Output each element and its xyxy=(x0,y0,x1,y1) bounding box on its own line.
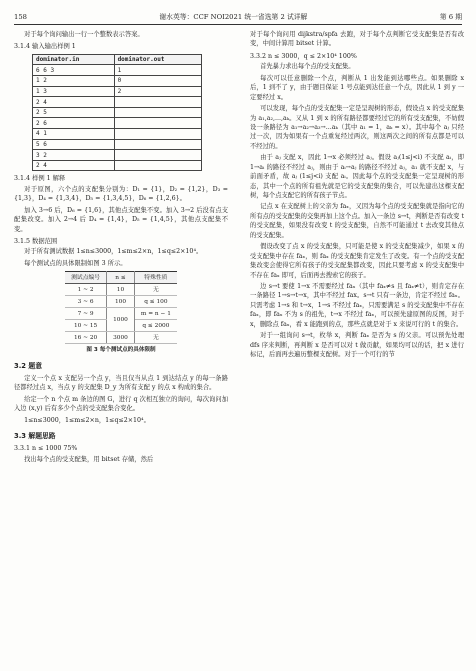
sample-explanation-1: 对于原图，六个点的支配集分别为：D₁ = {1}，D₂ = {1,2}，D₃ = {1,3}，D₄ = {1,3,4}，D₅ = {1,3,4,5}，D₆ = {1,2,6}。 xyxy=(14,185,228,203)
sample-cell: 4 1 xyxy=(33,129,115,140)
sample-header-cell: dominator.out xyxy=(114,54,201,65)
limits-cell: 无 xyxy=(134,332,177,344)
sample-cell xyxy=(114,107,201,118)
sample-io-table xyxy=(32,54,202,172)
sample-cell xyxy=(114,150,201,161)
page-number: 158 xyxy=(14,12,27,21)
sample-table-header xyxy=(33,54,202,65)
problem-statement-2: 给定一个 n 个点 m 条边的图 G，进行 q 次相互独立的询问，每次询问加入边 (x,y) 后有多少个点的受支配集合变化。 xyxy=(14,395,228,413)
limits-row xyxy=(65,332,177,344)
sample-cell xyxy=(114,129,201,140)
limits-cell: 16 ~ 20 xyxy=(65,332,107,344)
sample-row xyxy=(33,76,202,87)
solution-paragraph-1: 首先暴力求出每个点的受支配集。 xyxy=(260,63,355,71)
sample-cell: 2 6 xyxy=(33,118,115,129)
sample-header-cell: dominator.in xyxy=(33,54,115,65)
solution-paragraph-8: 对于一组询问 s→t，枚举 x，判断 faₓ 是否为 s 的父亲。可以预先处理 dfs 序来判断，再判断 x 是否可以对 t 做贡献，如果均可以的话，把 x 进行标记，后面再去遍历整棵支配树。对于一个可行的节 xyxy=(250,332,464,358)
solution-paragraph-5: 记点 x 在支配树上的父亲为 faₓ，又因为每个点的受支配集就是指向它的所有点的受支配集的交集再加上这个点。加入一条边 s→t，判断是否有改变 t 的受支配集，如果没有改变 t 的受支配集，自然不可能通过 t 去改变其他点的受支配集。 xyxy=(250,203,464,239)
limits-cell: 1 ~ 2 xyxy=(65,284,107,296)
section-3-2-heading: 3.2 题意 xyxy=(14,361,43,370)
limits-header-cell: 特殊性质 xyxy=(134,272,177,284)
limits-row xyxy=(65,308,177,320)
solution-paragraph-4: 由于 aⱼ 支配 x，因此 1→x 必须经过 aⱼ。假设 aⱼ(1≤j<i) 不支配 aᵢ，即 1→aᵢ 的路径不经过 aⱼ，则由于 aᵢ→aⱼ 的路径不经过 aⱼ，a₁ 就不支配 x，与前面矛盾，故 aⱼ (1≤j<i) 支配 aᵢ。因此每个点的受支配集一定呈现树的形态，其中一个点的所有祖先就是它的受支配集的集合，可以先建出这棵支配树，每个点支配它的所有孩子节点。 xyxy=(250,154,464,199)
sample-row xyxy=(33,118,202,129)
sample-row xyxy=(33,107,202,118)
sample-cell: 1 3 xyxy=(33,86,115,97)
limits-cell: q ≤ 2000 xyxy=(134,320,177,332)
subsection-3-3-1-text: 找出每个点的受支配集，用 bitset 存储，然后 xyxy=(24,455,154,463)
limits-cell: 3000 xyxy=(107,332,135,344)
data-range-text-2: 每个测试点的具体限制如图 3 所示。 xyxy=(24,259,127,267)
sample-cell xyxy=(114,139,201,150)
subsection-3-3-1-title: 3.3.1 n ≤ 1000 75% xyxy=(14,445,78,453)
figure-caption: 图 3 每个测试点的具体限制 xyxy=(86,347,156,354)
limits-cell: 10 xyxy=(107,284,135,296)
limits-row xyxy=(65,296,177,308)
limits-row xyxy=(65,284,177,296)
solution-paragraph-2: 每次可以任意删除一个点，判断从 1 出发能到达哪些点。如果删除 x 后，1 到不了 y，由于题目保证 1 号点能到达任意一个点，因此从 1 到 y 一定要经过 x。 xyxy=(250,74,464,101)
journal-title: 谢水英等：CCF NOI2021 统一省选第 2 试详解 xyxy=(159,12,308,21)
solution-paragraph-6: 假设改变了点 x 的受支配集，只可能是使 x 的受支配集减少，如果 x 的受支配集中存在 faₓ，则 faₓ 的受支配集肯定发生了改变。有一个点的受支配集改变会使得它所有孩子的受支配集都改变，因此只要考虑 x 的受支配集中不存在 faₓ 即可，后面再去搜索它的孩子。 xyxy=(250,243,464,279)
sample-cell xyxy=(114,118,201,129)
sample-cell: 2 4 xyxy=(33,97,115,108)
limits-cell: 10 ~ 15 xyxy=(65,320,107,332)
section-3-3-heading: 3.3 解题思路 xyxy=(14,432,56,441)
sample-row xyxy=(33,86,202,97)
sample-cell: 6 6 3 xyxy=(33,65,115,76)
sample-explanation-title: 3.1.4 样例 1 解释 xyxy=(14,175,66,183)
limits-cell: m = n − 1 xyxy=(134,308,177,320)
sample-row xyxy=(33,65,202,76)
sample-row xyxy=(33,150,202,161)
testpoint-limits-table xyxy=(65,271,177,344)
right-column xyxy=(250,30,464,361)
sample-cell xyxy=(114,160,201,171)
sample-row xyxy=(33,129,202,140)
limits-cell: 3 ~ 6 xyxy=(65,296,107,308)
section-3-1-4-title: 3.1.4 输入输出样例 1 xyxy=(14,43,76,51)
output-description: 对于每个询问输出一行一个整数表示答案。 xyxy=(24,31,144,38)
continuation-paragraph: 对于每个询问用 dijkstra/spfa 去跑，对于每个点判断它受支配集是否有改变，中间计算用 bitset 计算。 xyxy=(250,31,464,48)
sample-row xyxy=(33,97,202,108)
sample-cell: 1 2 xyxy=(33,76,115,87)
limits-header-cell: n ≤ xyxy=(107,272,135,284)
problem-statement-1: 定义一个点 x 支配另一个点 y，当且仅当从点 1 到达结点 y 的每一条路径都经过点 x，当点 y 的支配集 D_y 为所有支配 y 的点 x 构成的集合。 xyxy=(14,374,228,392)
sample-row xyxy=(33,139,202,150)
sample-cell: 1 xyxy=(114,65,201,76)
data-range-text: 对于所有测试数据 1≤n≤3000，1≤m≤2×n，1≤q≤2×10⁴。 xyxy=(24,248,203,256)
data-range-title: 3.1.5 数据范围 xyxy=(14,238,58,246)
sample-cell: 2 4 xyxy=(33,160,115,171)
sample-cell: 3 2 xyxy=(33,150,115,161)
sample-cell: 5 6 xyxy=(33,139,115,150)
page-header xyxy=(14,10,462,25)
problem-constraints: 1≤n≤3000，1≤m≤2×n，1≤q≤2×10⁴。 xyxy=(24,416,150,424)
sample-cell xyxy=(114,97,201,108)
sample-row xyxy=(33,160,202,171)
limits-cell: 7 ~ 9 xyxy=(65,308,107,320)
solution-paragraph-7: 边 s→t 要使 1→x 不需要经过 faₓ（其中 faₓ≠s 且 faₓ≠t），则肯定存在一条路径 1→s→t→x，其中不经过 fax。s→t 只有一条边，肯定不经过 faₓ。只需考虑 1→s 和 t→x，1→s 不经过 faₓ，只需要满足 s 的受支配集中不存在 faₓ，即 faₓ 不为 s 的祖先，t→x 不经过 faₓ，可以预先建原图的反图，对于 x，删除点 faₓ，看 x 能跑到的点，那些点就是对于 x 来说可行的 t 的集合。 xyxy=(250,282,464,328)
limits-cell: 1000 xyxy=(107,308,135,332)
subsection-3-3-2-title: 3.3.2 n ≤ 3000，q ≤ 2×10⁴ 100% xyxy=(250,52,357,60)
sample-cell: 0 xyxy=(114,76,201,87)
solution-paragraph-3: 可以发现，每个点的受支配集一定是呈现树的形态，假设点 x 的受支配集为 a₁,a₂,...,aₖ。又从 1 到 x 的所有路径都要经过它的所有受支配集，不妨假设一条路径为 a₁→a₂→a₃→...aₖ（其中 a₁ = 1，aₖ = x）。其中每个 aⱼ 只经过一次，因为如果有一个点重复经过两次，则这两次之间的所有点都是可以不经过的。 xyxy=(250,105,464,150)
issue-number: 第 6 期 xyxy=(439,12,462,21)
limits-cell: 无 xyxy=(134,284,177,296)
limits-cell: q ≤ 100 xyxy=(134,296,177,308)
sample-cell: 2 xyxy=(114,86,201,97)
sample-explanation-2: 加入 3→6 后，D₆ = {1,6}，其他点支配集不变。加入 3→2 后没有点支配集改变。加入 2→4 后 D₄ = {1,4}，D₅ = {1,4,5}，其他点支配集不变。 xyxy=(14,206,228,233)
limits-header-cell: 测试点编号 xyxy=(65,272,107,284)
limits-cell: 100 xyxy=(107,296,135,308)
left-column xyxy=(14,30,228,466)
sample-cell: 2 5 xyxy=(33,107,115,118)
